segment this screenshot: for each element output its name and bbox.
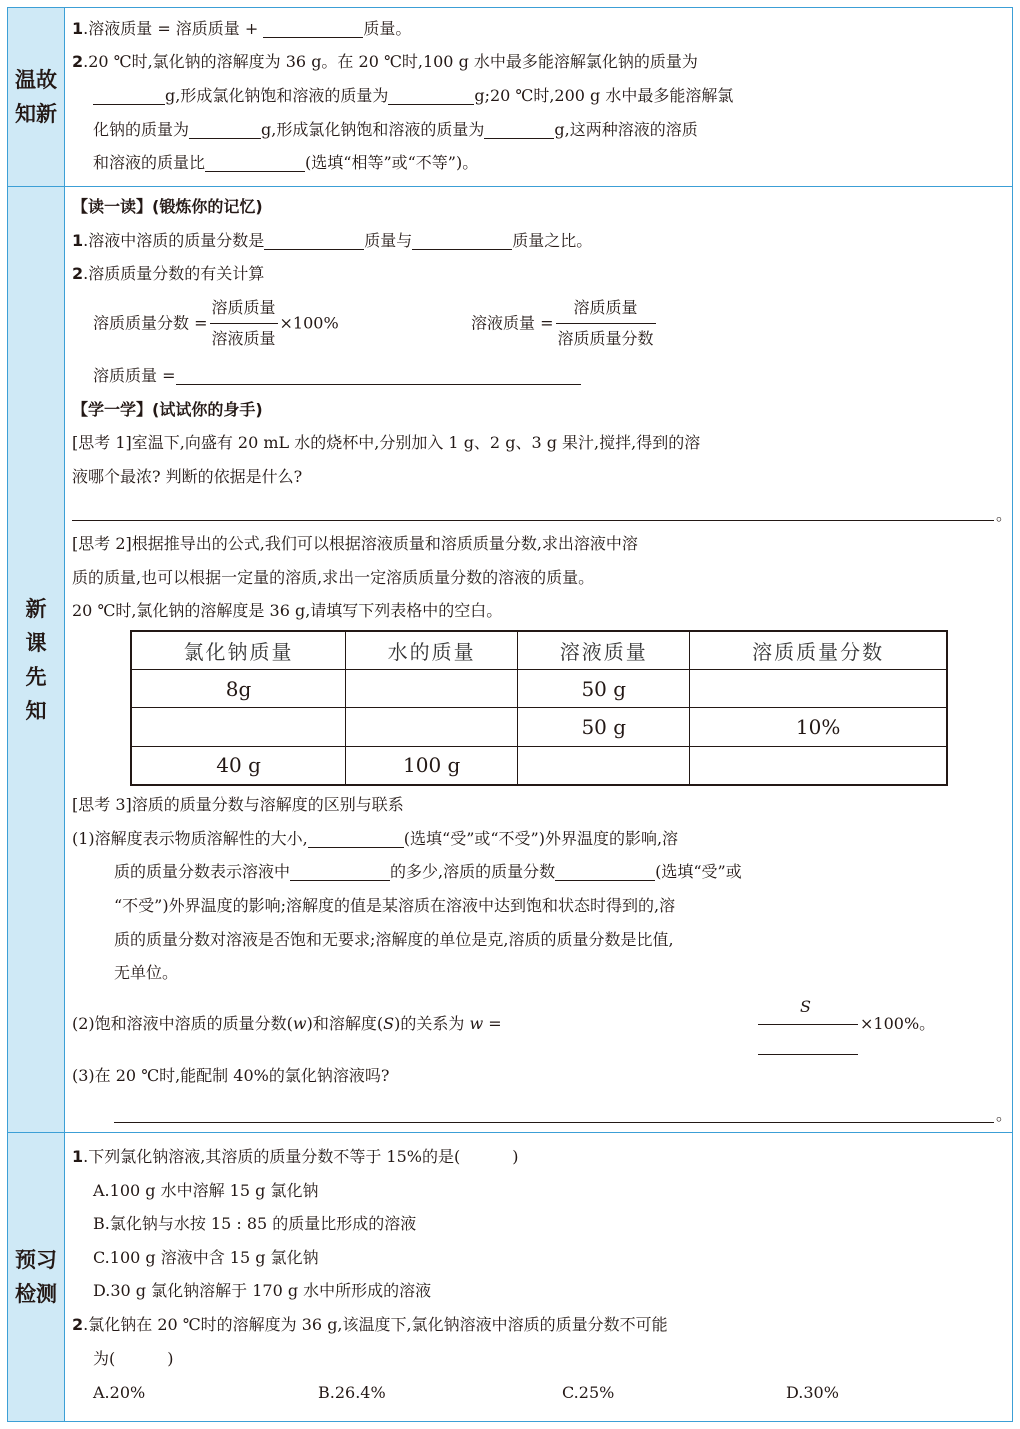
solution-table — [130, 630, 948, 786]
option-d[interactable]: D.30% — [786, 1383, 839, 1402]
think-3-item-1-line: 质的质量分数表示溶液中 的多少,溶质的质量分数 (选填“受”或 — [114, 862, 742, 881]
period-mark: 。 — [996, 1105, 1013, 1124]
section-label-new-lesson: 新课先知 — [8, 187, 65, 1132]
table-cell-blank[interactable] — [346, 708, 518, 746]
fraction-bar — [758, 1024, 858, 1025]
think-2-line: 质的质量,也可以根据一定量的溶质,求出一定溶质质量分数的溶液的质量。 — [72, 568, 595, 587]
section-label-review: 温故知新 — [8, 8, 65, 186]
answer-blank[interactable] — [388, 84, 474, 105]
option-c[interactable]: C.100 g 溶液中含 15 g 氯化钠 — [93, 1248, 319, 1267]
think-3-item-1-line: 质的质量分数对溶液是否饱和无要求;溶解度的单位是克,溶质的质量分数是比值, — [114, 930, 674, 949]
fraction-tail: ×100%。 — [860, 1014, 936, 1033]
read-point-2: 2.溶质质量分数的有关计算 — [72, 264, 265, 283]
review-question-2-line: 化钠的质量为 g,形成氯化钠饱和溶液的质量为 g,这两种溶液的溶质 — [93, 120, 698, 139]
think-3-item-3: (3)在 20 ℃时,能配制 40%的氯化钠溶液吗? — [72, 1066, 390, 1085]
section-label-preview: 预习检测 — [8, 1133, 65, 1421]
review-question-1: 1.溶液质量 = 溶质质量 + 质量。 — [72, 19, 412, 38]
period-mark: 。 — [996, 505, 1013, 524]
think-1: [思考 1]室温下,向盛有 20 mL 水的烧杯中,分别加入 1 g、2 g、3 g 果汁,搅拌,得到的溶 — [72, 433, 701, 452]
option-a[interactable]: A.100 g 水中溶解 15 g 氯化钠 — [93, 1181, 319, 1200]
option-a[interactable]: A.20% — [93, 1383, 146, 1402]
option-c[interactable]: C.25% — [562, 1383, 615, 1402]
table-row — [132, 670, 946, 708]
answer-blank-denominator[interactable] — [758, 1054, 858, 1055]
table-row — [132, 708, 946, 746]
section-divider — [8, 186, 1012, 187]
review-question-2: 2.20 ℃时,氯化钠的溶解度为 36 g。在 20 ℃时,100 g 水中最多能溶解氯化钠的质量为 — [72, 52, 698, 71]
table-cell: 50 g — [518, 708, 690, 746]
table-header: 水的质量 — [346, 632, 518, 670]
review-question-2-line: g,形成氯化钠饱和溶液的质量为 g;20 ℃时,200 g 水中最多能溶解氯 — [93, 81, 733, 111]
table-cell-blank[interactable] — [346, 670, 518, 708]
think-3-item-1: (1)溶解度表示物质溶解性的大小, (选填“受”或“不受”)外界温度的影响,溶 — [72, 829, 679, 848]
formula-solute-mass: 溶质质量 = — [93, 361, 581, 391]
think-2: [思考 2]根据推导出的公式,我们可以根据溶液质量和溶质质量分数,求出溶液中溶 — [72, 534, 638, 553]
table-cell: 50 g — [518, 670, 690, 708]
answer-blank[interactable] — [484, 118, 554, 139]
table-cell: 40 g — [132, 746, 346, 784]
learn-heading: 【学一学】(试试你的身手) — [72, 400, 263, 419]
answer-blank[interactable] — [93, 84, 165, 105]
table-cell-blank[interactable] — [132, 708, 346, 746]
answer-blank[interactable] — [205, 151, 305, 172]
answer-line[interactable] — [114, 1122, 994, 1123]
table-header: 溶液质量 — [518, 632, 690, 670]
table-cell-blank[interactable] — [690, 670, 946, 708]
table-cell: 10% — [690, 708, 946, 746]
table-row — [132, 746, 946, 784]
table-header-row — [132, 632, 946, 670]
preview-question-2-line: 为( ) — [93, 1349, 174, 1368]
answer-blank[interactable] — [412, 229, 512, 250]
answer-blank[interactable] — [189, 118, 261, 139]
answer-blank[interactable] — [308, 827, 404, 848]
think-3-item-1-line: “不受”)外界温度的影响;溶解度的值是某溶质在溶液中达到饱和状态时得到的,溶 — [114, 896, 676, 915]
table-cell: 8g — [132, 670, 346, 708]
table-header: 溶质质量分数 — [690, 632, 946, 670]
formula-solution-mass: 溶液质量 = $\frac{\text{溶质质量}}{\text{溶质质量分数}}$ — [471, 293, 658, 354]
review-question-2-line: 和溶液的质量比 (选填“相等”或“不等”)。 — [93, 153, 479, 172]
option-d[interactable]: D.30 g 氯化钠溶解于 170 g 水中所形成的溶液 — [93, 1281, 432, 1300]
table-cell-blank[interactable] — [690, 746, 946, 784]
think-3-item-2: (2)饱和溶液中溶质的质量分数(w)和溶解度(S)的关系为 w = — [72, 1014, 502, 1033]
answer-blank[interactable] — [263, 17, 363, 38]
read-point-1: 1.溶液中溶质的质量分数是 质量与 质量之比。 — [72, 231, 593, 250]
table-cell-blank[interactable] — [518, 746, 690, 784]
option-b[interactable]: B.26.4% — [318, 1383, 386, 1402]
answer-blank[interactable] — [290, 860, 390, 881]
answer-line[interactable] — [72, 520, 994, 521]
read-heading: 【读一读】(锻炼你的记忆) — [72, 197, 263, 216]
fraction-numerator: S — [800, 997, 811, 1016]
think-2-line: 20 ℃时,氯化钠的溶解度是 36 g,请填写下列表格中的空白。 — [72, 601, 503, 620]
think-1-line: 液哪个最浓? 判断的依据是什么? — [72, 467, 303, 486]
table-cell: 100 g — [346, 746, 518, 784]
formula-mass-fraction: 溶质质量分数 = $\frac{\text{溶质质量}}{\text{溶液质量}}$ ×100% — [93, 293, 339, 354]
option-b[interactable]: B.氯化钠与水按 15 : 85 的质量比形成的溶液 — [93, 1214, 417, 1233]
preview-question-1: 1.下列氯化钠溶液,其溶质的质量分数不等于 15%的是( ) — [72, 1147, 519, 1166]
section-divider — [8, 1132, 1012, 1133]
table-header: 氯化钠质量 — [132, 632, 346, 670]
think-3: [思考 3]溶质的质量分数与溶解度的区别与联系 — [72, 795, 404, 814]
think-3-item-1-line: 无单位。 — [114, 963, 179, 982]
answer-blank[interactable] — [176, 364, 581, 385]
answer-blank[interactable] — [555, 860, 655, 881]
preview-question-2: 2.氯化钠在 20 ℃时的溶解度为 36 g,该温度下,氯化钠溶液中溶质的质量分数不可能 — [72, 1315, 668, 1334]
answer-blank[interactable] — [264, 229, 364, 250]
